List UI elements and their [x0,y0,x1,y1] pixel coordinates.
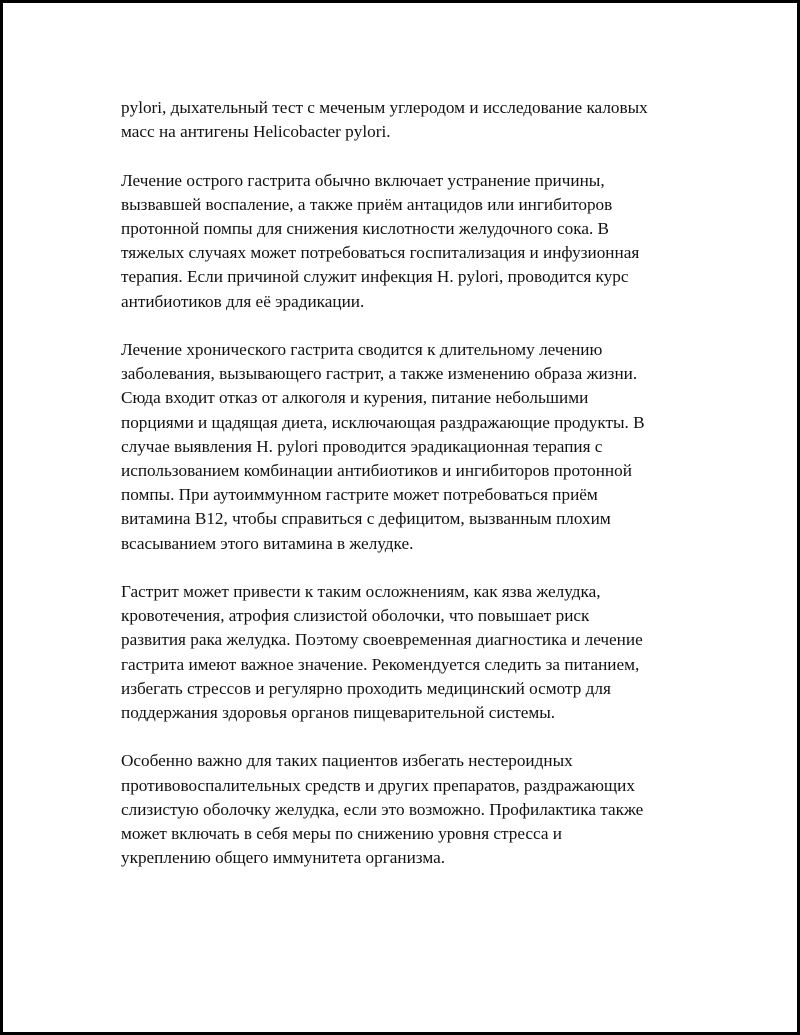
text-line: помпы. При аутоиммунном гастрите может потребоваться приём [121,485,598,505]
text-line: противовоспалительных средств и других препаратов, раздражающих [121,775,635,795]
text-line: масс на антигены Helicobacter pylori. [121,122,391,142]
text-line: Лечение острого гастрита обычно включает устранение причины, [121,170,605,190]
text-line: гастрита имеют важное значение. Рекомендуется следить за питанием, [121,654,640,674]
text-line: порциями и щадящая диета, исключающая раздражающие продукты. В [121,412,645,432]
text-line: Сюда входит отказ от алкоголя и курения, питание небольшими [121,388,589,408]
paragraph-prevention [121,749,721,870]
text-line: укреплению общего иммунитета организма. [121,848,446,868]
text-line: всасыванием этого витамина в желудке. [121,533,414,553]
text-line: тяжелых случаях может потребоваться госпитализация и инфузионная [121,243,640,263]
document-body [121,96,721,895]
paragraph-complications [121,580,721,725]
text-line: кровотечения, атрофия слизистой оболочки, что повышает риск [121,606,590,626]
text-line: случае выявления H. pylori проводится эрадикационная терапия с [121,436,603,456]
text-line: вызвавшей воспаление, а также приём антацидов или ингибиторов [121,194,613,214]
paragraph-chronic-treatment [121,338,721,556]
text-line: Гастрит может привести к таким осложнениям, как язва желудка, [121,582,601,602]
text-line: поддержания здоровья органов пищеварительной системы. [121,703,556,723]
text-line: избегать стрессов и регулярно проходить медицинский осмотр для [121,678,611,698]
paragraph-acute-treatment [121,169,721,314]
text-line: антибиотиков для её эрадикации. [121,291,365,311]
text-line: Особенно важно для таких пациентов избегать нестероидных [121,751,573,771]
text-line: развития рака желудка. Поэтому своевременная диагностика и лечение [121,630,643,650]
paragraph-diagnostics-continuation [121,96,721,144]
text-line: витамина B12, чтобы справиться с дефицитом, вызванным плохим [121,509,611,529]
text-line: слизистую оболочку желудка, если это возможно. Профилактика также [121,799,644,819]
text-line: pylori, дыхательный тест с меченым углеродом и исследование каловых [121,98,648,117]
text-line: использованием комбинации антибиотиков и ингибиторов протонной [121,461,632,481]
text-line: может включать в себя меры по снижению уровня стресса и [121,824,562,844]
text-line: Лечение хронического гастрита сводится к длительному лечению [121,340,603,359]
text-line: протонной помпы для снижения кислотности желудочного сока. В [121,219,610,238]
text-line: заболевания, вызывающего гастрит, а также изменению образа жизни. [121,364,638,384]
text-line: терапия. Если причиной служит инфекция H. pylori, проводится курс [121,267,629,287]
